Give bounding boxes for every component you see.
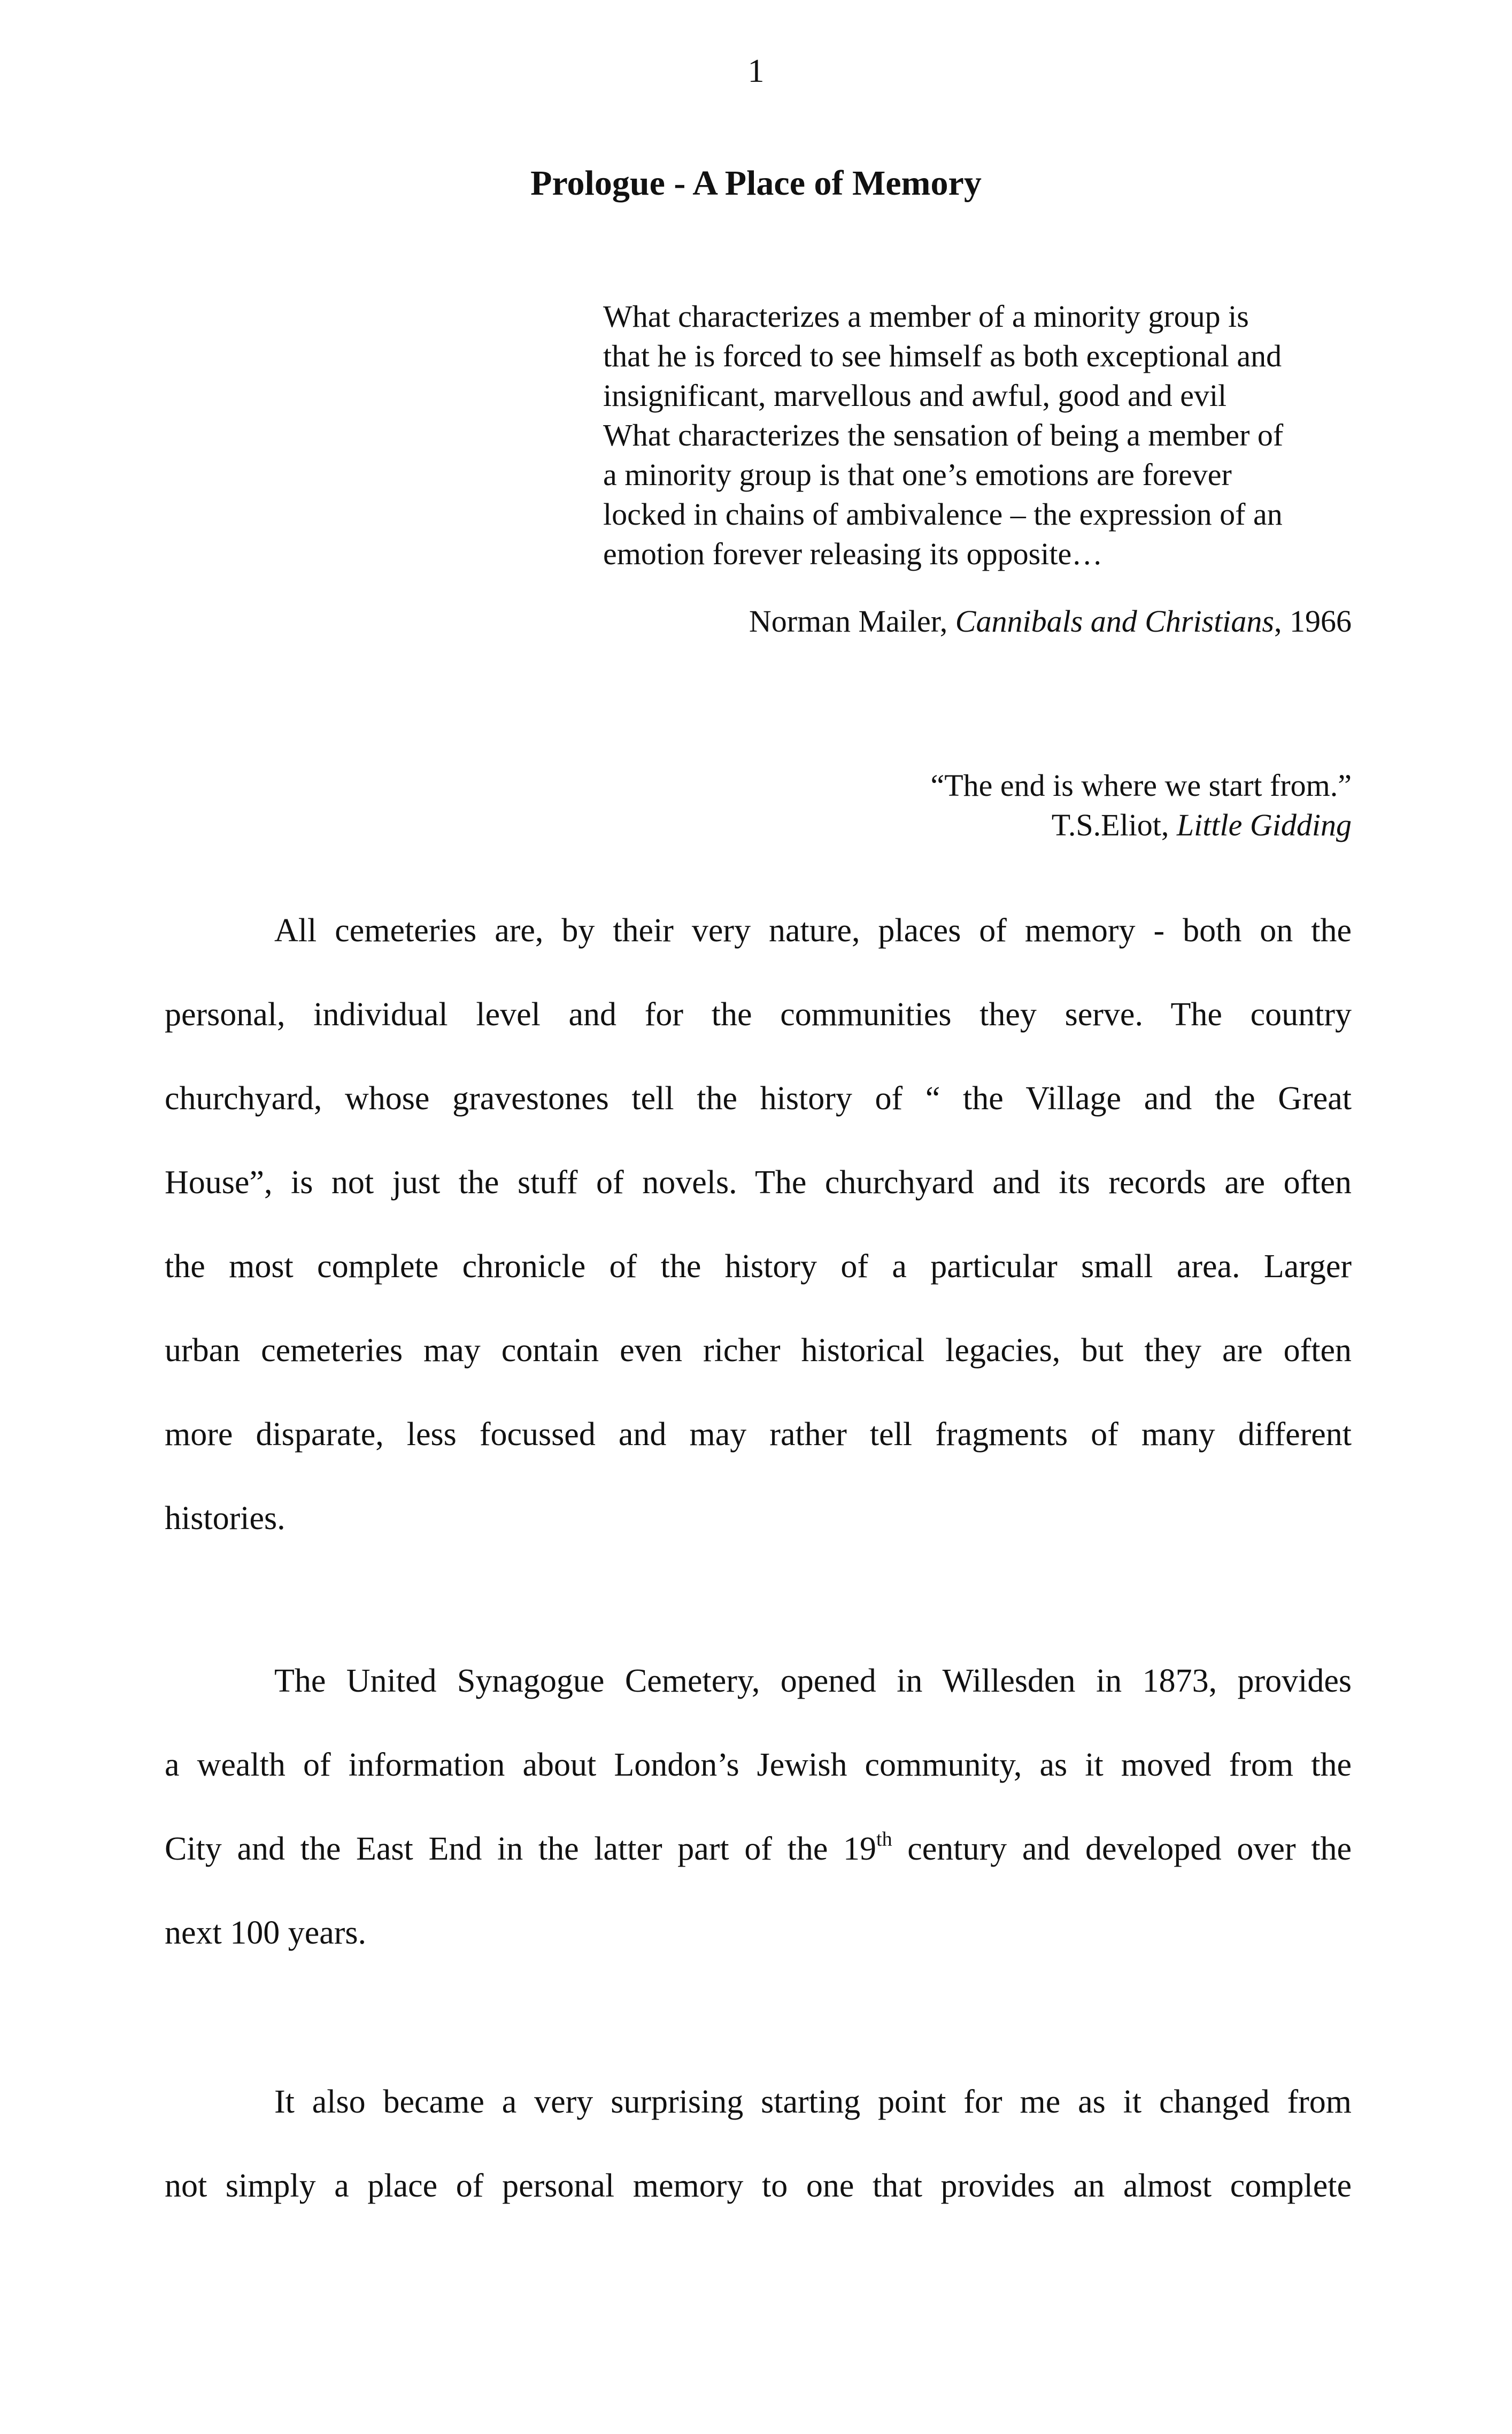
paragraph-line: next 100 years. [165, 1915, 367, 1951]
epigraph-mailer-attribution [749, 603, 1352, 639]
attribution-year: , 1966 [1274, 604, 1352, 639]
line-text: City and the East End in the latter part of the 19 [165, 1831, 877, 1867]
paragraph-line: histories. [165, 1500, 286, 1537]
paragraph-1 [165, 889, 1352, 1561]
attribution-author: Norman Mailer, [749, 604, 955, 639]
page-number: 1 [747, 53, 765, 89]
epigraph-line: a minority group is that one’s emotions are forever [603, 457, 1232, 492]
epigraph-quote: “The end is where we start from.” [930, 768, 1352, 803]
paragraph-line [165, 1807, 1352, 1891]
paragraph-line: churchyard, whose gravestones tell the history of “ the Village and the Great [165, 1080, 1352, 1117]
epigraph-line: What characterizes the sensation of being a member of [603, 418, 1284, 452]
epigraph-line: locked in chains of ambivalence – the expression of an [603, 497, 1283, 532]
epigraph-line: emotion forever releasing its opposite… [603, 536, 1103, 571]
paragraph-line: the most complete chronicle of the history of a particular small area. Larger [165, 1248, 1352, 1285]
chapter-title: Prologue - A Place of Memory [530, 164, 982, 203]
paragraph-line: House”, is not just the stuff of novels. The churchyard and its records are often [165, 1164, 1352, 1201]
paragraph-line: The United Synagogue Cemetery, opened in Willesden in 1873, provides [274, 1663, 1352, 1699]
attribution-author: T.S.Eliot, [1051, 808, 1177, 842]
attribution-work: Cannibals and Christians [955, 604, 1274, 639]
epigraph-line: insignificant, marvellous and awful, good and evil [603, 378, 1227, 413]
ordinal-suffix: th [876, 1828, 892, 1851]
epigraph-mailer [603, 297, 1352, 574]
paragraph-line: a wealth of information about London’s Jewish community, as it moved from the [165, 1747, 1352, 1783]
line-text: century and developed over the [892, 1831, 1352, 1867]
epigraph-eliot [930, 766, 1352, 845]
paragraph-line: urban cemeteries may contain even richer historical legacies, but they are often [165, 1332, 1352, 1369]
attribution-work: Little Gidding [1176, 808, 1352, 842]
paragraph-line: All cemeteries are, by their very nature, places of memory - both on the [274, 912, 1352, 949]
epigraph-eliot-attribution [930, 805, 1352, 845]
epigraph-line: What characterizes a member of a minority group is [603, 299, 1249, 334]
paragraph-line: more disparate, less focussed and may rather tell fragments of many different [165, 1416, 1352, 1453]
paragraph-line: not simply a place of personal memory to one that provides an almost complete [165, 2168, 1352, 2204]
epigraph-line: that he is forced to see himself as both exceptional and [603, 339, 1282, 373]
paragraph-2 [165, 1639, 1352, 1975]
paragraph-3 [165, 2060, 1352, 2228]
paragraph-line: It also became a very surprising starting point for me as it changed from [274, 2084, 1352, 2120]
paragraph-line: personal, individual level and for the communities they serve. The country [165, 996, 1352, 1033]
